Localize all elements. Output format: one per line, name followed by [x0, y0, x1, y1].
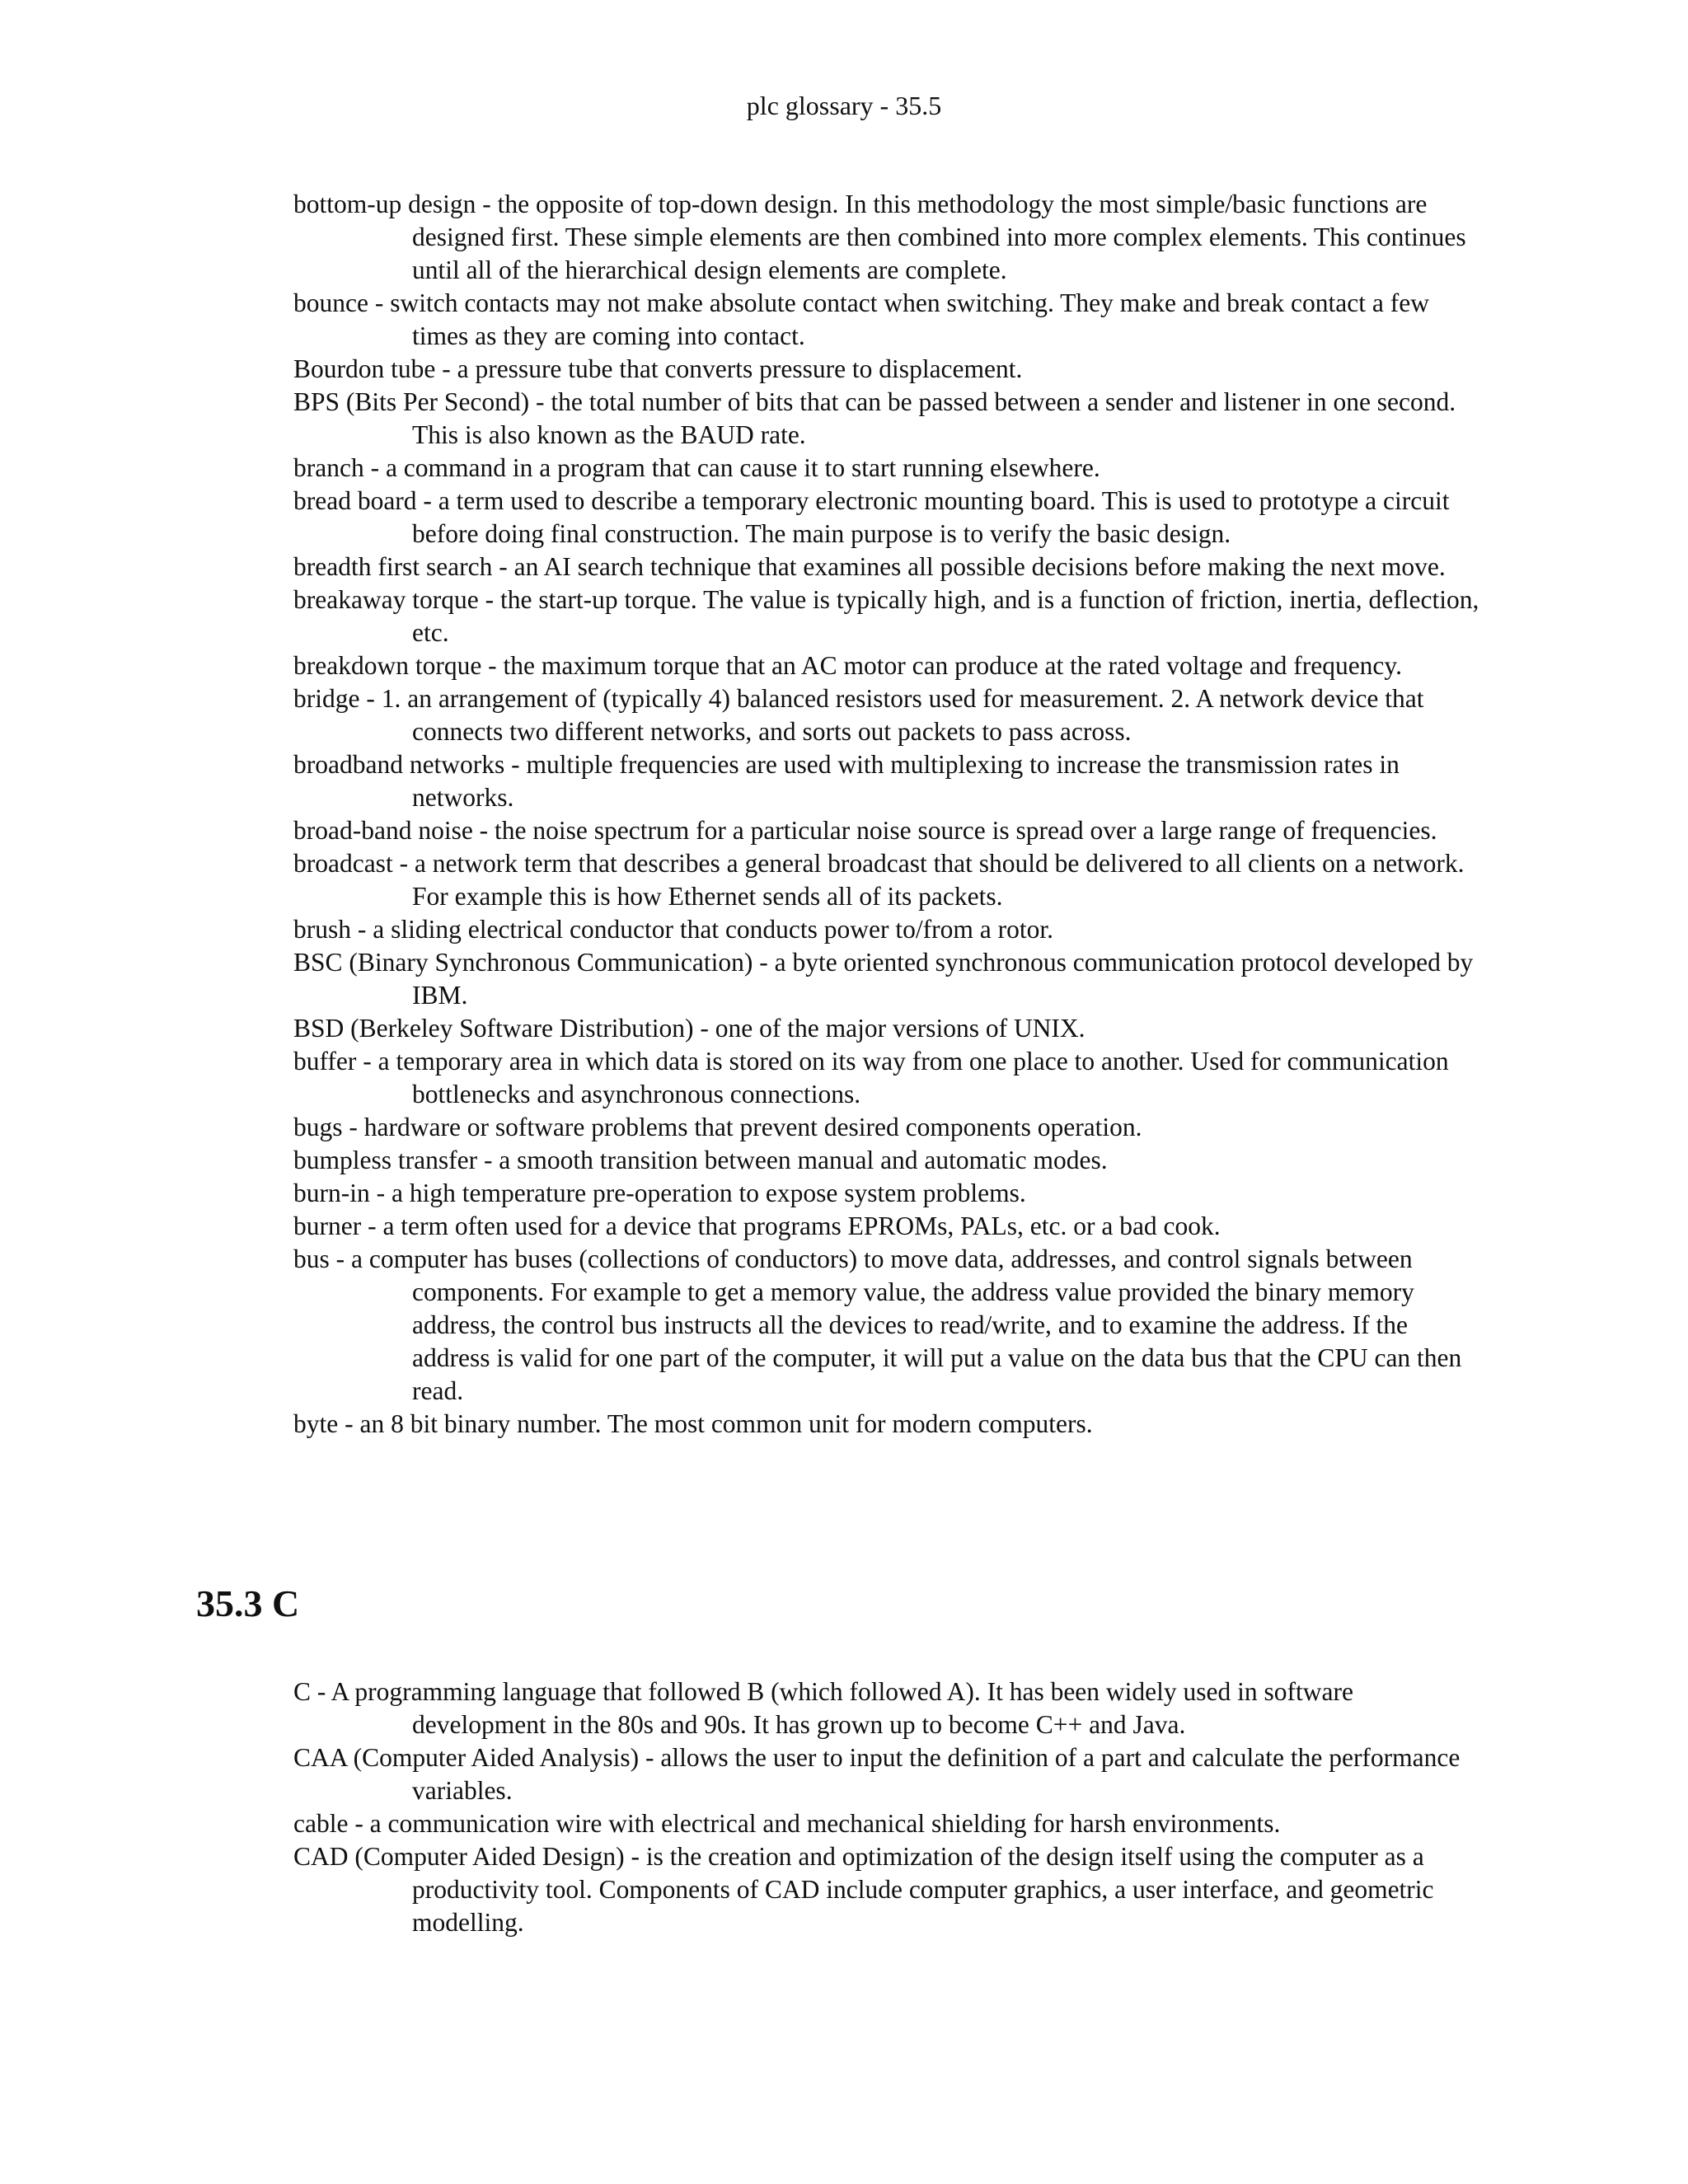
glossary-entry-burner: burner - a term often used for a device that programs EPROMs, PALs, etc. or a bad cook.: [293, 1212, 1221, 1240]
glossary-entry-bourdon-tube: Bourdon tube - a pressure tube that converts pressure to displacement.: [293, 354, 1023, 383]
glossary-entry-bread-board: bread board - a term used to describe a temporary electronic mounting board. This is used to prototype a circuit before doing final construction. The main purpose is to verify the basic design.: [293, 486, 1450, 548]
glossary-entry-bounce: bounce - switch contacts may not make absolute contact when switching. They make and break contact a few times as they are coming into contact.: [293, 288, 1429, 350]
glossary-entry-broadcast: broadcast - a network term that describes a general broadcast that should be delivered to all clients on a network. For example this is how Ethernet sends all of its packets.: [293, 849, 1465, 911]
glossary-entry-breakaway-torque: breakaway torque - the start-up torque. The value is typically high, and is a function of friction, inertia, deflection, etc.: [293, 585, 1479, 647]
glossary-entry-bumpless-transfer: bumpless transfer - a smooth transition between manual and automatic modes.: [293, 1146, 1108, 1174]
glossary-entry-byte: byte - an 8 bit binary number. The most common unit for modern computers.: [293, 1409, 1093, 1438]
glossary-list-c: [293, 1675, 1480, 1939]
glossary-entry-branch: branch - a command in a program that can cause it to start running elsewhere.: [293, 453, 1100, 482]
section-number: 35.3: [196, 1582, 263, 1624]
glossary-entry-bridge: bridge - 1. an arrangement of (typically 4) balanced resistors used for measurement. 2. A network device that connects two different networks, and sorts out packets to pass across.: [293, 684, 1424, 746]
glossary-entry-bus: bus - a computer has buses (collections of conductors) to move data, addresses, and control signals between components. For example to get a memory value, the address value provided the binary memory address, the control bus instructs all the devices to read/write, and to examine the address. If the address is valid for one part of the computer, it will put a value on the data bus that the CPU can then read.: [293, 1244, 1462, 1405]
glossary-entry-cad: CAD (Computer Aided Design) - is the creation and optimization of the design itself using the computer as a productivity tool. Components of CAD include computer graphics, a user interface, and geometric modelling.: [293, 1842, 1434, 1937]
section-heading-c: [196, 1581, 299, 1627]
glossary-entry-buffer: buffer - a temporary area in which data is stored on its way from one place to another. Used for communication bottlenecks and asynchronous connections.: [293, 1047, 1449, 1108]
glossary-entry-broadband-networks: broadband networks - multiple frequencies are used with multiplexing to increase the transmission rates in networks.: [293, 750, 1400, 812]
glossary-entry-caa: CAA (Computer Aided Analysis) - allows the user to input the definition of a part and calculate the performance variables.: [293, 1743, 1461, 1805]
glossary-list-b: [293, 188, 1480, 1441]
glossary-entry-bsd: BSD (Berkeley Software Distribution) - one of the major versions of UNIX.: [293, 1014, 1085, 1043]
glossary-entry-bps: BPS (Bits Per Second) - the total number of bits that can be passed between a sender and listener in one second. This is also known as the BAUD rate.: [293, 387, 1456, 449]
page-header: plc glossary - 35.5: [746, 91, 942, 120]
glossary-entry-brush: brush - a sliding electrical conductor that conducts power to/from a rotor.: [293, 915, 1053, 944]
glossary-entry-burn-in: burn-in - a high temperature pre-operation to expose system problems.: [293, 1179, 1026, 1207]
glossary-entry-bsc: BSC (Binary Synchronous Communication) - a byte oriented synchronous communication protocol developed by IBM.: [293, 948, 1474, 1010]
section-letter: C: [272, 1582, 300, 1624]
glossary-entry-c: C - A programming language that followed B (which followed A). It has been widely used in software development in the 80s and 90s. It has grown up to become C++ and Java.: [293, 1677, 1353, 1739]
glossary-entry-cable: cable - a communication wire with electrical and mechanical shielding for harsh environments.: [293, 1809, 1281, 1838]
glossary-entry-broad-band-noise: broad-band noise - the noise spectrum for a particular noise source is spread over a large range of frequencies.: [293, 816, 1437, 845]
glossary-entry-bottom-up-design: bottom-up design - the opposite of top-down design. In this methodology the most simple/basic functions are designed first. These simple elements are then combined into more complex elements. This continues until all of the hierarchical design elements are complete.: [293, 190, 1466, 284]
glossary-entry-bugs: bugs - hardware or software problems that prevent desired components operation.: [293, 1113, 1142, 1141]
glossary-entry-breadth-first-search: breadth first search - an AI search technique that examines all possible decisions before making the next move.: [293, 552, 1446, 581]
glossary-entry-breakdown-torque: breakdown torque - the maximum torque that an AC motor can produce at the rated voltage and frequency.: [293, 651, 1402, 680]
